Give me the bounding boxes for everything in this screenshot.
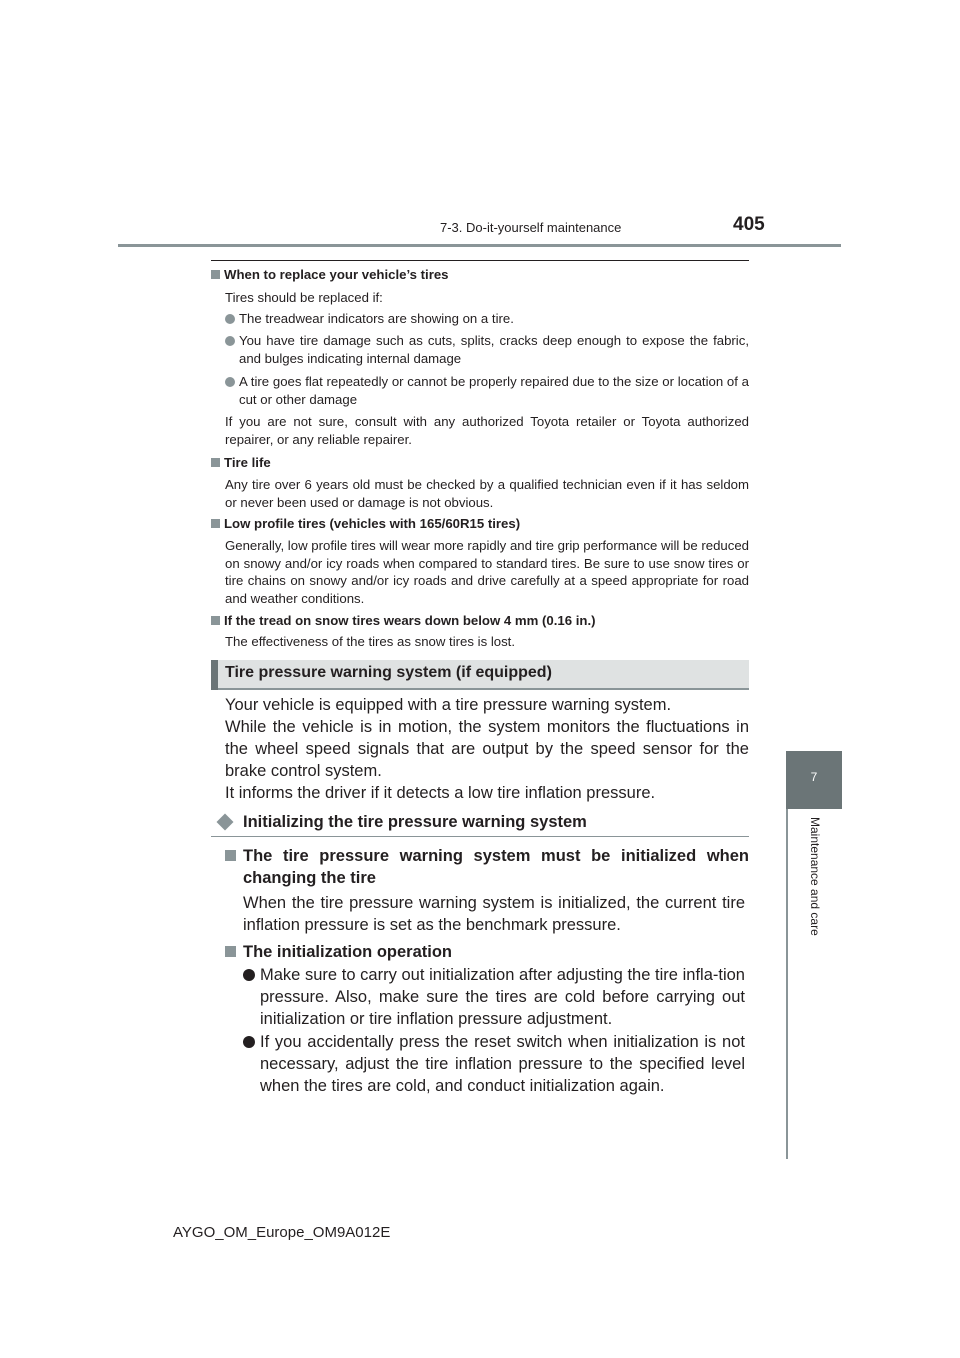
snow-tread-body: The effectiveness of the tires as snow tires is lost.	[225, 634, 516, 649]
replace-note: If you are not sure, consult with any authorized Toyota retailer or Toyota authorized repairer, or any reliable repairer.	[225, 414, 749, 447]
section-top-rule	[211, 260, 749, 261]
round-bullet-icon	[225, 336, 235, 346]
tpws-intro-line: It informs the driver if it detects a low tire inflation pressure.	[225, 784, 656, 802]
running-header-section: 7-3. Do-it-yourself maintenance	[440, 220, 622, 235]
snow-tread-heading: If the tread on snow tires wears down below 4 mm (0.16 in.)	[211, 612, 596, 630]
square-bullet-icon	[211, 270, 220, 279]
page-number: 405	[733, 214, 765, 235]
tire-life-body: Any tire over 6 years old must be checked by a qualified technician even if it has seldom or never been used or damage is not obvious.	[225, 477, 749, 510]
diamond-bullet-icon	[217, 814, 234, 831]
init-operation-bullet: Make sure to carry out initialization after adjusting the tire infla-tion pressure. Also, make sure the tires are cold before carrying out initialization or tire inflation pressure adjustment.	[243, 964, 745, 1030]
square-bullet-icon	[211, 616, 220, 625]
section-banner-title: Tire pressure warning system (if equipped)	[225, 664, 552, 681]
round-bullet-icon	[243, 1036, 255, 1048]
tire-life-heading: Tire life	[211, 454, 271, 472]
square-bullet-icon	[211, 519, 220, 528]
subsection-title: Initializing the tire pressure warning system	[243, 813, 587, 831]
header-rule	[118, 244, 841, 247]
low-profile-heading: Low profile tires (vehicles with 165/60R15 tires)	[211, 515, 520, 533]
square-bullet-icon	[225, 946, 236, 957]
must-init-body: When the tire pressure warning system is initialized, the current tire inflation pressure is set as the benchmark pressure.	[243, 894, 745, 934]
replace-intro: Tires should be replaced if:	[225, 290, 383, 305]
tpws-intro-line: Your vehicle is equipped with a tire pressure warning system.	[225, 696, 672, 714]
square-bullet-icon	[211, 458, 220, 467]
chapter-tab-label: Maintenance and care	[808, 817, 822, 936]
square-bullet-icon	[225, 850, 236, 861]
init-operation-bullet: If you accidentally press the reset switch when initialization is not necessary, adjust the tire inflation pressure to the specified level when the tires are cold, and conduct initialization again.	[243, 1031, 745, 1097]
subsection-rule	[211, 836, 749, 837]
round-bullet-icon	[243, 969, 255, 981]
replace-bullet: The treadwear indicators are showing on a tire.	[225, 310, 749, 328]
chapter-tab-number: 7	[810, 770, 818, 784]
replace-bullet: You have tire damage such as cuts, splits, cracks deep enough to expose the fabric, and bulges indicating internal damage	[225, 332, 749, 367]
section-banner-bar	[211, 660, 218, 690]
init-operation-heading: The initialization operation	[225, 941, 749, 963]
round-bullet-icon	[225, 377, 235, 387]
tpws-intro	[225, 694, 749, 804]
low-profile-body: Generally, low profile tires will wear more rapidly and tire grip performance will be reduced on snowy and/or icy roads when compared to standard tires. Be sure to use snow tires or tire chains on snowy and/or icy roads and drive carefully at a speed appropriate for road and weather conditions.	[225, 538, 749, 606]
document-id: AYGO_OM_Europe_OM9A012E	[173, 1224, 391, 1241]
round-bullet-icon	[225, 314, 235, 324]
tpws-intro-paragraph: While the vehicle is in motion, the system monitors the fluctuations in the wheel speed signals that are output by the speed sensor for the brake control system.	[225, 718, 749, 780]
replace-bullet: A tire goes flat repeatedly or cannot be properly repaired due to the size or location of a cut or other damage	[225, 373, 749, 408]
replace-heading: When to replace your vehicle’s tires	[211, 266, 449, 284]
must-init-heading: The tire pressure warning system must be initialized when changing the tire	[225, 845, 749, 889]
